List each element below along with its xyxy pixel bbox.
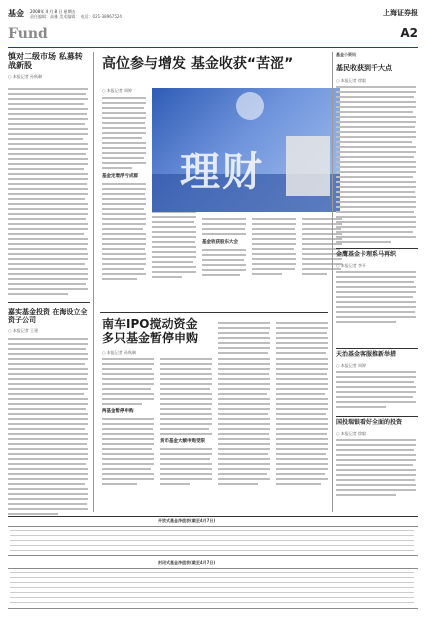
left-column — [8, 52, 90, 512]
byline: ○ 本报记者 孙秋琳 — [102, 350, 137, 355]
table-grid — [8, 568, 418, 612]
photo-caption-art: 理财 — [180, 149, 264, 195]
byline: ○ 本报记者 徐毅 — [336, 78, 367, 83]
fund-nav-table — [8, 518, 418, 614]
main-headline: 高位参与增发 基金收获“苦涩” — [102, 56, 294, 72]
subheading: 基金定增浮亏成群 — [102, 174, 138, 179]
table-grid — [8, 526, 418, 556]
page-number: A2 — [400, 26, 418, 40]
story-divider — [8, 302, 90, 303]
center-headline-line1: 南车IPO搅动资金 — [102, 317, 198, 331]
story-title: 金鹰基金卡理系马再织 — [336, 251, 397, 258]
subheading: 两基金暂停申购 — [102, 409, 134, 414]
kicker: 基金小资讯 — [336, 52, 356, 57]
center-headline — [102, 318, 198, 346]
column-divider — [332, 52, 333, 512]
table-title: 开放式基金净值表(截至4月7日) — [158, 518, 216, 523]
right-column — [336, 52, 418, 512]
story-title: 慎对二级市场 私募转战新股 — [8, 52, 83, 71]
boxed-story — [268, 298, 328, 498]
table-top-rule — [8, 516, 418, 517]
masthead — [8, 8, 418, 44]
story-title: 天治基金客服推新举措 — [336, 351, 397, 358]
story-divider — [336, 416, 418, 417]
column-divider — [93, 52, 94, 512]
header-rule — [8, 47, 418, 48]
byline: ○ 本报记者 孙秋琳 — [8, 74, 43, 80]
date-line: 2008年 4 月 8 日 星期五 — [30, 9, 76, 14]
byline: ○ 本报记者 李开 — [336, 263, 367, 268]
main-photo — [152, 88, 340, 212]
editor-line: 责任编辑：高雅 美术编辑： 电话：021-38967524 — [30, 14, 122, 19]
story-title: 基民收获到千大点 — [336, 64, 392, 72]
section-label: 基金 — [8, 9, 24, 18]
newspaper-name: 上海证券报 — [383, 9, 418, 17]
subheading: 货币基金大额申购受限 — [160, 439, 205, 444]
center-headline-line2: 多只基金暂停申购 — [102, 330, 199, 345]
story-divider — [336, 348, 418, 349]
subheading: 基金收获股东大会 — [202, 240, 238, 245]
fund-logo: Fund — [8, 26, 48, 42]
byline: ○ 本报记者 周婷 — [102, 88, 133, 93]
story-title: 嘉实基金投资 在海设立全资子公司 — [8, 308, 88, 325]
byline: ○ 本报记者 徐毅 — [336, 431, 367, 436]
table-title: 封闭式基金净值表(截至4月7日) — [158, 560, 216, 565]
byline: ○ 本报记者 周婷 — [336, 363, 367, 368]
byline: ○ 本报记者 王建 — [8, 328, 39, 333]
story-title: 国投瑞银看好全面的投资 — [336, 419, 403, 426]
story-divider — [336, 248, 418, 249]
